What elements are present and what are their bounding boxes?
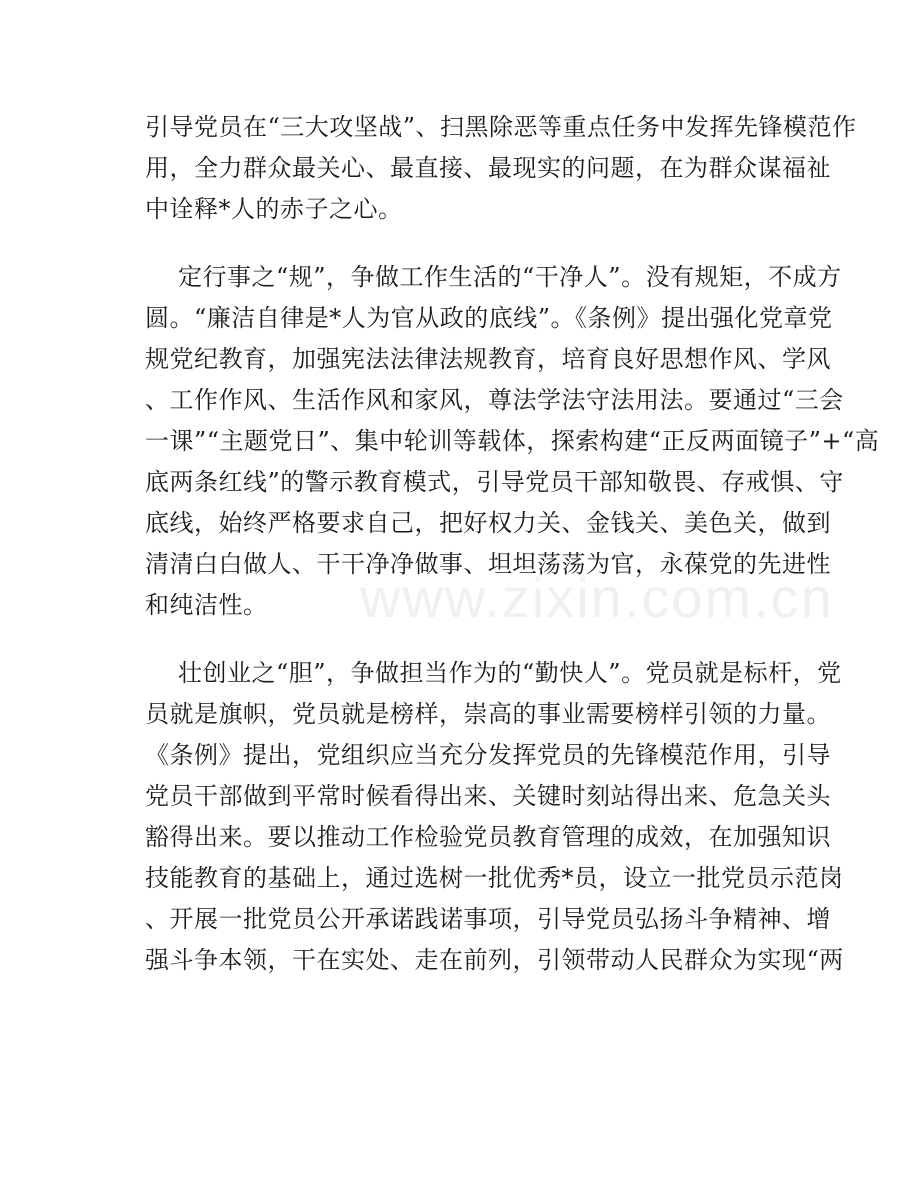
paragraph-start-line: 定行事之“规”，争做工作生活的“干净人”。没有规矩，不成方 bbox=[178, 263, 842, 291]
text-line: 底线，始终严格要求自己，把好权力关、金钱关、美色关，做到 bbox=[145, 509, 831, 537]
text-line: 清清白白做人、干干净净做事、坦坦荡荡为官，永葆党的先进性 bbox=[145, 550, 831, 578]
watermark: www.zixin.com.cn bbox=[360, 566, 834, 629]
text-line: 技能教育的基础上，通过选树一批优秀*员，设立一批党员示范岗 bbox=[145, 864, 844, 892]
text-line: 一课”“主题党日”、集中轮训等载体，探索构建“正反两面镜子”+“高 bbox=[145, 427, 880, 455]
paragraph-start-line: 壮创业之“胆”，争做担当作为的“勤快人”。党员就是标杆，党 bbox=[178, 659, 842, 687]
text-line: 和纯洁性。 bbox=[145, 591, 268, 619]
text-line: 规党纪教育，加强宪法法律法规教育，培育良好思想作风、学风 bbox=[145, 345, 831, 373]
text-line: 圆。“廉洁自律是*人为官从政的底线”。《条例》提出强化党章党 bbox=[145, 304, 833, 332]
text-line: 党员干部做到平常时候看得出来、关键时刻站得出来、危急关头 bbox=[145, 782, 831, 810]
text-line: 用，全力群众最关心、最直接、最现实的问题，在为群众谋福祉 bbox=[145, 154, 831, 182]
text-line: 中诠释*人的赤子之心。 bbox=[145, 195, 403, 223]
text-line: 引导党员在“三大攻坚战”、扫黑除恶等重点任务中发挥先锋模范作 bbox=[145, 113, 857, 141]
text-line: 豁得出来。要以推动工作检验党员教育管理的成效，在加强知识 bbox=[145, 823, 831, 851]
text-line: 底两条红线”的警示教育模式，引导党员干部知敬畏、存戒惧、守 bbox=[145, 468, 844, 496]
text-line: 、工作作风、生活作风和家风，尊法学法守法用法。要通过“三会 bbox=[145, 386, 844, 414]
text-line: 强斗争本领，干在实处、走在前列，引领带动人民群众为实现“两 bbox=[145, 946, 844, 974]
text-line: 《条例》提出，党组织应当充分发挥党员的先锋模范作用，引导 bbox=[145, 741, 831, 769]
text-line: 员就是旗帜，党员就是榜样，崇高的事业需要榜样引领的力量。 bbox=[145, 700, 831, 728]
text-line: 、开展一批党员公开承诺践诺事项，引导党员弘扬斗争精神、增 bbox=[145, 905, 831, 933]
